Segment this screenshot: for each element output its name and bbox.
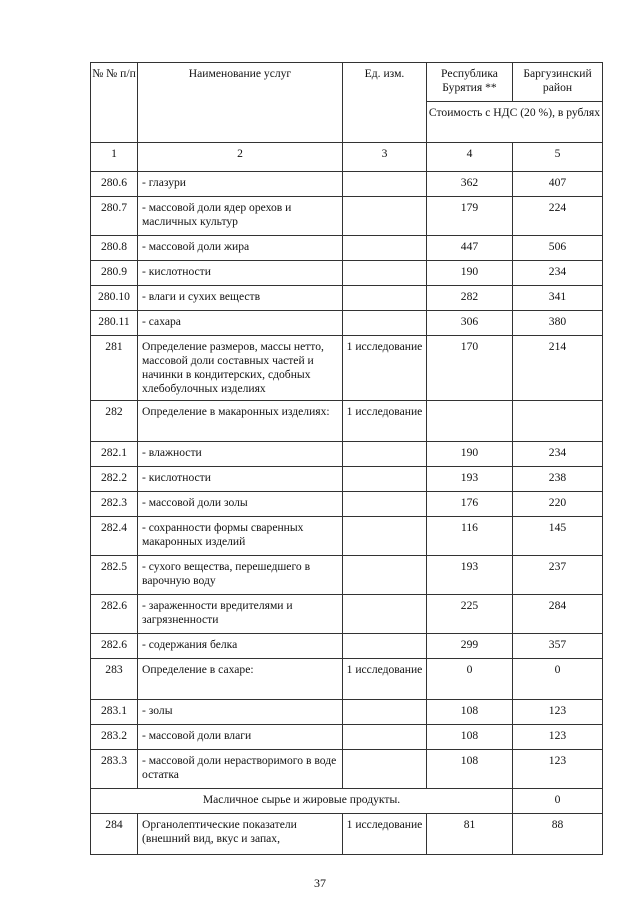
cell-unit (343, 236, 427, 261)
page-number: 37 (314, 876, 326, 890)
header-buryatia: Республика Бурятия ** (427, 63, 513, 102)
column-number: 3 (343, 143, 427, 172)
cell-barguzin-price: 341 (513, 286, 603, 311)
column-number: 2 (138, 143, 343, 172)
cell-buryatia-price: 193 (427, 556, 513, 595)
cell-unit: 1 исследование (343, 401, 427, 442)
cell-barguzin-price: 380 (513, 311, 603, 336)
cell-barguzin-price: 237 (513, 556, 603, 595)
cell-number: 281 (91, 336, 138, 401)
cell-number: 282.6 (91, 595, 138, 634)
cell-service-name: - сахара (138, 311, 343, 336)
document-page (90, 62, 602, 855)
cell-buryatia-price: 447 (427, 236, 513, 261)
table-row (91, 286, 603, 311)
table-row (91, 556, 603, 595)
cell-unit (343, 492, 427, 517)
cell-buryatia-price: 282 (427, 286, 513, 311)
table-row (91, 467, 603, 492)
cell-service-name: Органолептические показатели (внешний вид, вкус и запах, (138, 814, 343, 855)
cell-service-name: - зараженности вредителями и загрязненности (138, 595, 343, 634)
cell-number: 280.11 (91, 311, 138, 336)
cell-unit: 1 исследование (343, 814, 427, 855)
cell-unit: 1 исследование (343, 659, 427, 700)
cell-unit: 1 исследование (343, 336, 427, 401)
table-row (91, 595, 603, 634)
table-row (91, 814, 603, 855)
header-price-note: Стоимость с НДС (20 %), в рублях (427, 102, 603, 143)
cell-unit (343, 700, 427, 725)
cell-service-name: - влажности (138, 442, 343, 467)
cell-buryatia-price: 108 (427, 700, 513, 725)
cell-barguzin-price (513, 401, 603, 442)
table-row (91, 700, 603, 725)
table-row (91, 442, 603, 467)
cell-barguzin-price: 357 (513, 634, 603, 659)
cell-number: 280.10 (91, 286, 138, 311)
table-row (91, 172, 603, 197)
table-row (91, 517, 603, 556)
cell-number: 280.8 (91, 236, 138, 261)
cell-unit (343, 725, 427, 750)
cell-barguzin-price: 214 (513, 336, 603, 401)
section-title: Масличное сырье и жировые продукты. (91, 789, 513, 814)
cell-service-name: - кислотности (138, 467, 343, 492)
cell-number: 283.1 (91, 700, 138, 725)
cell-buryatia-price: 108 (427, 725, 513, 750)
table-row (91, 725, 603, 750)
cell-barguzin-price: 284 (513, 595, 603, 634)
cell-barguzin-price: 123 (513, 700, 603, 725)
cell-service-name: Определение размеров, массы нетто, массовой доли составных частей и начинки в кондитерских, сдобных хлебобулочных изделиях (138, 336, 343, 401)
cell-barguzin-price: 123 (513, 750, 603, 789)
cell-buryatia-price: 190 (427, 261, 513, 286)
cell-service-name: - массовой доли нерастворимого в воде остатка (138, 750, 343, 789)
cell-buryatia-price: 81 (427, 814, 513, 855)
header-num: № № п/п (91, 63, 138, 143)
cell-buryatia-price: 190 (427, 442, 513, 467)
cell-unit (343, 286, 427, 311)
cell-service-name: - кислотности (138, 261, 343, 286)
table-row (91, 336, 603, 401)
cell-buryatia-price: 179 (427, 197, 513, 236)
table-row (91, 634, 603, 659)
cell-barguzin-price: 407 (513, 172, 603, 197)
cell-unit (343, 517, 427, 556)
cell-unit (343, 261, 427, 286)
cell-unit (343, 556, 427, 595)
cell-buryatia-price: 299 (427, 634, 513, 659)
header-row (91, 63, 603, 102)
cell-number: 282.3 (91, 492, 138, 517)
section-row (91, 789, 603, 814)
cell-buryatia-price: 116 (427, 517, 513, 556)
cell-number: 280.6 (91, 172, 138, 197)
cell-buryatia-price: 0 (427, 659, 513, 700)
table-row (91, 311, 603, 336)
cell-unit (343, 311, 427, 336)
cell-barguzin-price: 506 (513, 236, 603, 261)
cell-buryatia-price: 362 (427, 172, 513, 197)
column-number: 5 (513, 143, 603, 172)
header-barguzin: Баргузинский район (513, 63, 603, 102)
cell-service-name: Определение в макаронных изделиях: (138, 401, 343, 442)
cell-barguzin-price: 224 (513, 197, 603, 236)
cell-service-name: - массовой доли золы (138, 492, 343, 517)
cell-number: 280.9 (91, 261, 138, 286)
cell-barguzin-price: 234 (513, 261, 603, 286)
header-unit: Ед. изм. (343, 63, 427, 143)
cell-service-name: - массовой доли ядер орехов и масличных культур (138, 197, 343, 236)
cell-barguzin-price: 123 (513, 725, 603, 750)
table-row (91, 261, 603, 286)
cell-service-name: - влаги и сухих веществ (138, 286, 343, 311)
cell-unit (343, 442, 427, 467)
cell-number: 282 (91, 401, 138, 442)
cell-number: 282.1 (91, 442, 138, 467)
cell-number: 282.4 (91, 517, 138, 556)
table-row (91, 401, 603, 442)
cell-buryatia-price: 306 (427, 311, 513, 336)
cell-unit (343, 634, 427, 659)
cell-barguzin-price: 234 (513, 442, 603, 467)
cell-barguzin-price: 220 (513, 492, 603, 517)
cell-buryatia-price: 225 (427, 595, 513, 634)
cell-buryatia-price: 193 (427, 467, 513, 492)
cell-service-name: Определение в сахаре: (138, 659, 343, 700)
table-row (91, 492, 603, 517)
header-name: Наименование услуг (138, 63, 343, 143)
cell-number: 283.2 (91, 725, 138, 750)
cell-barguzin-price: 88 (513, 814, 603, 855)
cell-buryatia-price: 176 (427, 492, 513, 517)
cell-number: 283.3 (91, 750, 138, 789)
column-number: 4 (427, 143, 513, 172)
column-number-row (91, 143, 603, 172)
cell-number: 282.2 (91, 467, 138, 492)
cell-unit (343, 197, 427, 236)
cell-number: 284 (91, 814, 138, 855)
cell-unit (343, 172, 427, 197)
cell-barguzin-price: 0 (513, 789, 603, 814)
cell-number: 282.5 (91, 556, 138, 595)
cell-service-name: - массовой доли влаги (138, 725, 343, 750)
column-number: 1 (91, 143, 138, 172)
cell-number: 280.7 (91, 197, 138, 236)
cell-buryatia-price: 170 (427, 336, 513, 401)
cell-unit (343, 467, 427, 492)
table-row (91, 236, 603, 261)
cell-buryatia-price (427, 401, 513, 442)
cell-service-name: - золы (138, 700, 343, 725)
cell-unit (343, 750, 427, 789)
cell-service-name: - сохранности формы сваренных макаронных изделий (138, 517, 343, 556)
cell-barguzin-price: 238 (513, 467, 603, 492)
cell-number: 282.6 (91, 634, 138, 659)
cell-buryatia-price: 108 (427, 750, 513, 789)
cell-service-name: - массовой доли жира (138, 236, 343, 261)
table-row (91, 659, 603, 700)
cell-service-name: - содержания белка (138, 634, 343, 659)
cell-barguzin-price: 145 (513, 517, 603, 556)
cell-service-name: - глазури (138, 172, 343, 197)
table-row (91, 750, 603, 789)
cell-service-name: - сухого вещества, перешедшего в варочную воду (138, 556, 343, 595)
table-row (91, 197, 603, 236)
cell-barguzin-price: 0 (513, 659, 603, 700)
cell-number: 283 (91, 659, 138, 700)
cell-unit (343, 595, 427, 634)
price-table (90, 62, 603, 855)
